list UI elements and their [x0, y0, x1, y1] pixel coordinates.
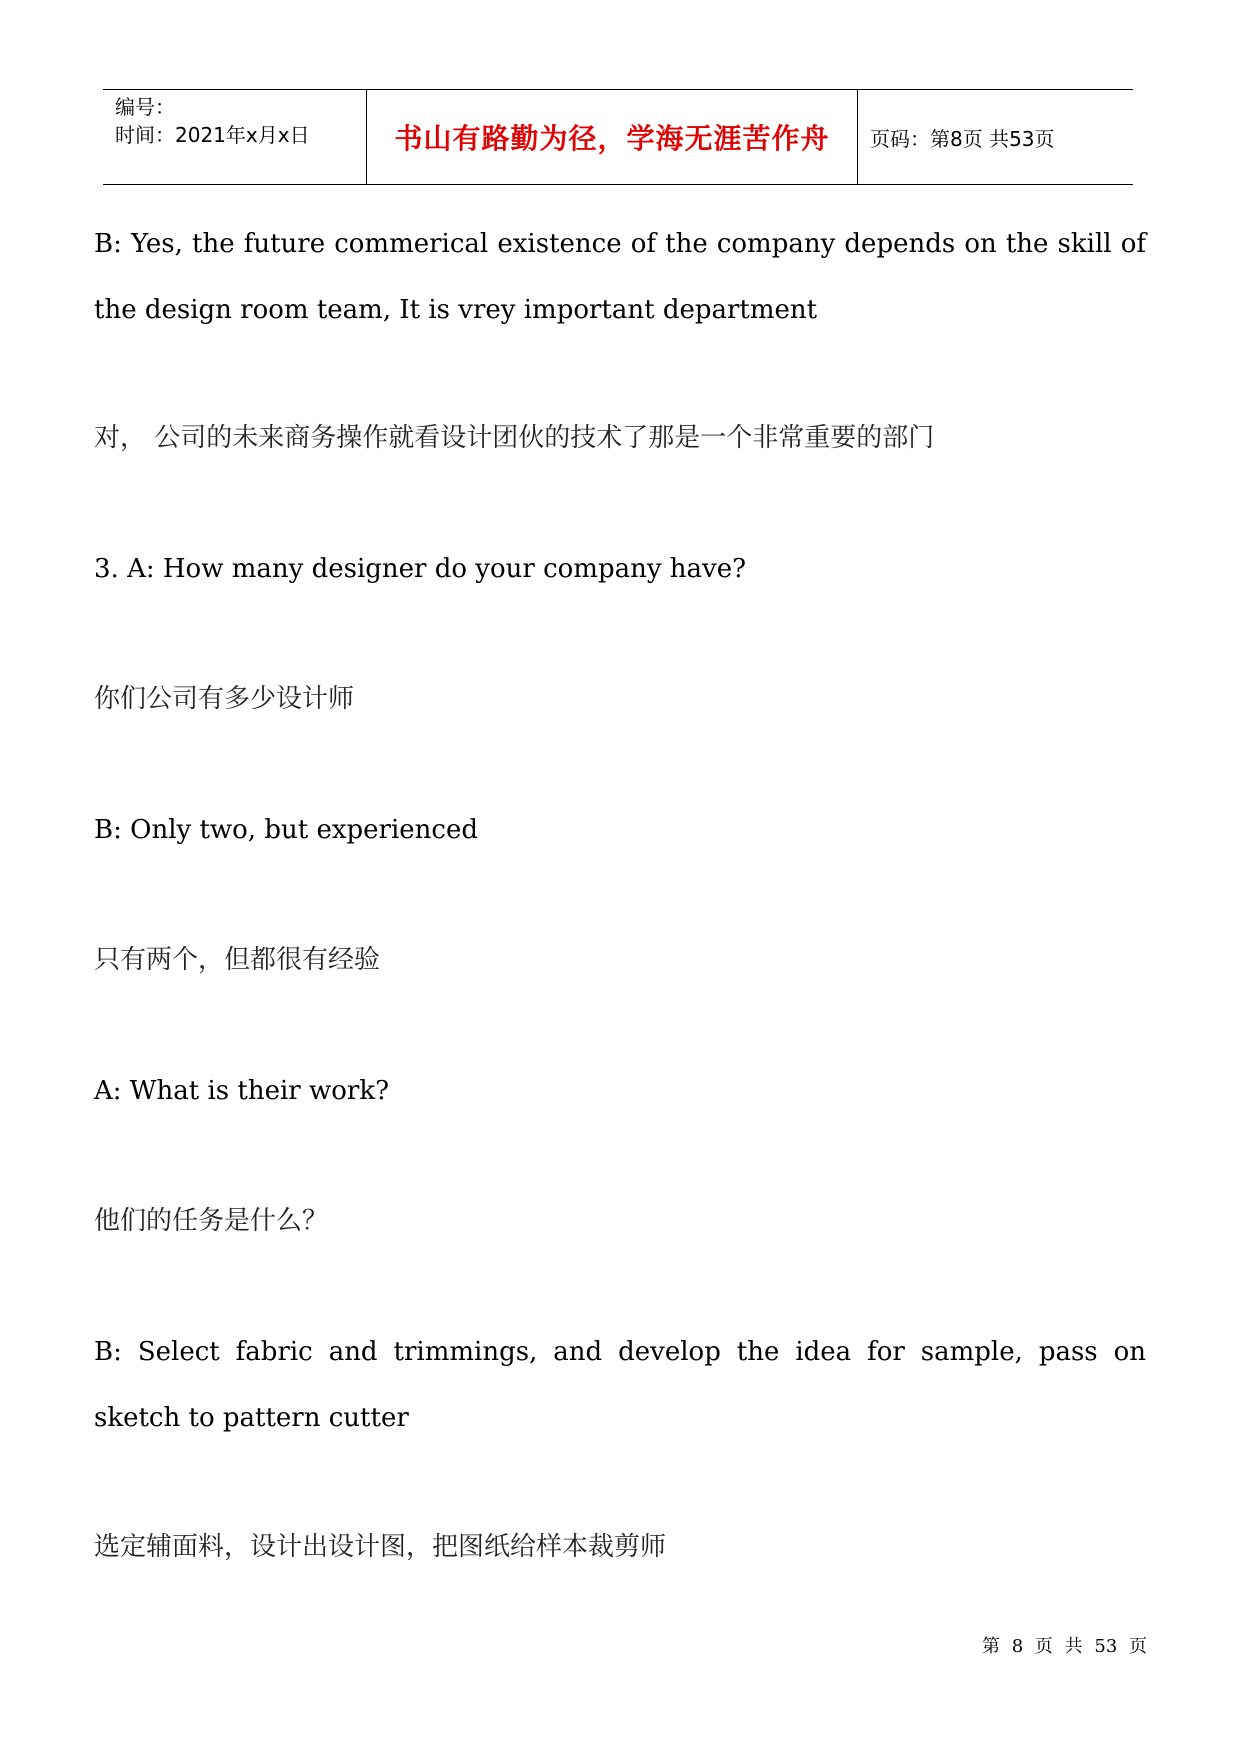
paragraph-9: B: Select fabric and trimmings, and develop the idea for sample, pass on sketch to pattern cutter — [94, 1337, 1146, 1433]
document-time-label: 时间：2021年x月x日 — [115, 123, 310, 147]
paragraph-6: 只有两个，但都很有经验 — [94, 945, 381, 975]
header-page-label: 页码：第8页 共53页 — [870, 126, 1055, 151]
header-motto-cell — [367, 90, 858, 184]
header-page-cell — [858, 90, 1133, 184]
paragraph-1: B: Yes, the future commerical existence of the company depends on the skill of the design room team, It is vrey important department — [94, 229, 1146, 325]
header-table — [103, 89, 1133, 185]
paragraph-10: 选定辅面料，设计出设计图，把图纸给样本裁剪师 — [94, 1532, 667, 1562]
paragraph-7: A: What is their work? — [94, 1076, 390, 1106]
paragraph-4: 你们公司有多少设计师 — [94, 684, 355, 714]
document-number-label: 编号： — [115, 95, 175, 119]
paragraph-8: 他们的任务是什么？ — [94, 1206, 329, 1236]
header-motto: 书山有路勤为径，学海无涯苦作舟 — [394, 122, 830, 155]
paragraph-5: B: Only two, but experienced — [94, 815, 478, 845]
paragraph-2: 对， 公司的未来商务操作就看设计团伙的技术了那是一个非常重要的部门 — [94, 423, 935, 453]
page-footer: 第 8 页 共 53 页 — [982, 1636, 1147, 1657]
paragraph-3: 3. A: How many designer do your company have? — [94, 554, 747, 584]
header-meta-cell — [103, 90, 367, 184]
